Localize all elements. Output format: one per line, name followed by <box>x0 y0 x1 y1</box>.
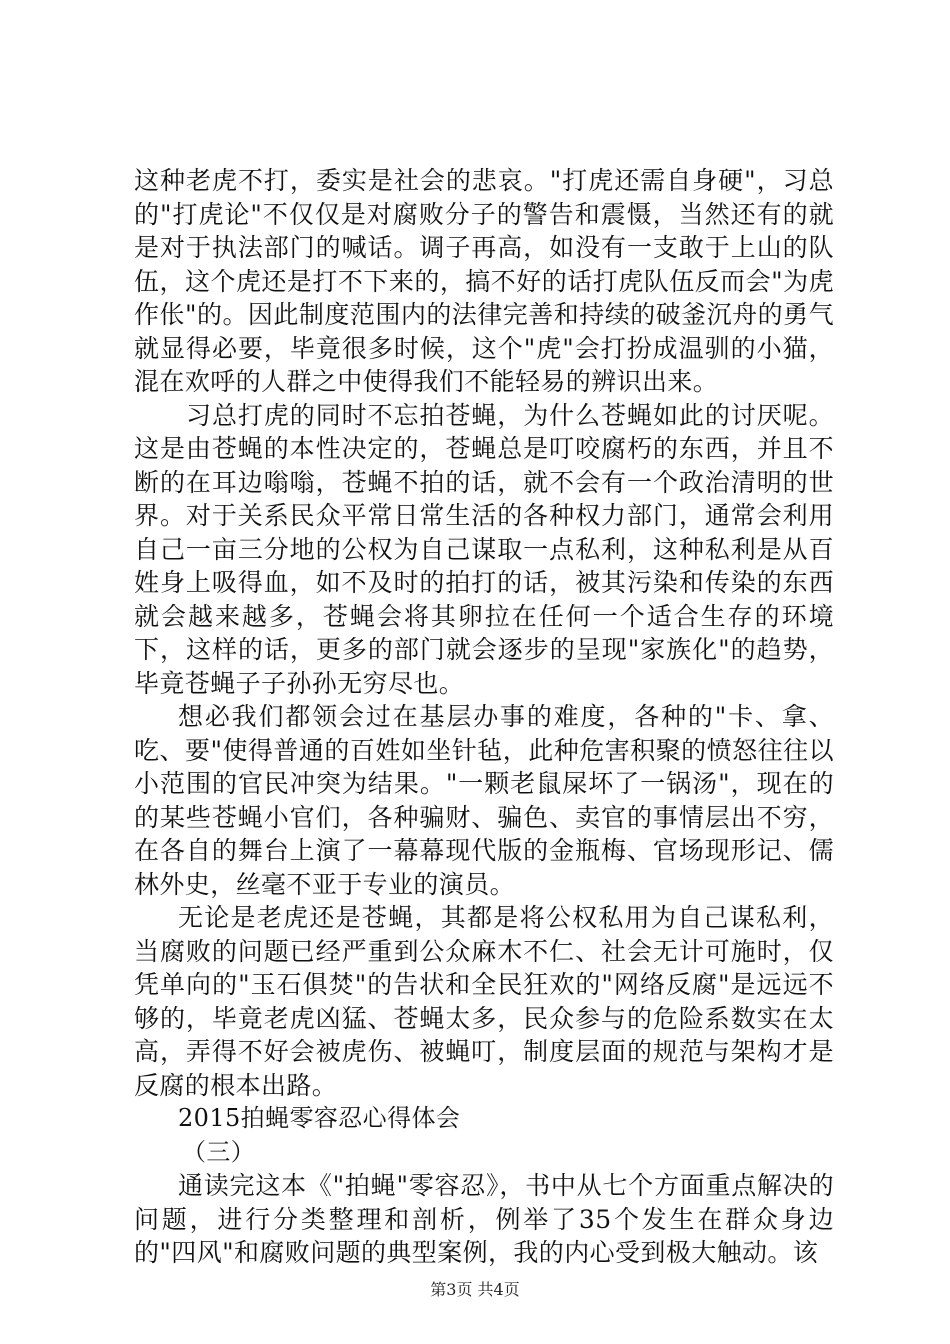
paragraph-fly: 习总打虎的同时不忘拍苍蝇，为什么苍蝇如此的讨厌呢。这是由苍蝇的本性决定的，苍蝇总是叮咬腐朽的东西，并且不断的在耳边嗡嗡，苍蝇不拍的话，就不会有一个政治清明的世界。对于关系民众平常日常生活的各种权力部门，通常会利用自己一亩三分地的公权为自己谋取一点私利，这种私利是从百姓身上吸得血，如不及时的拍打的话，被其污染和传染的东西就会越来越多，苍蝇会将其卵拉在任何一个适合生存的环境下，这样的话，更多的部门就会逐步的呈现"家族化"的趋势，毕竟苍蝇子子孙孙无穷尽也。 <box>134 400 834 698</box>
section-number: （三） <box>182 1137 256 1166</box>
paragraph-conclusion: 无论是老虎还是苍蝇，其都是将公权私用为自己谋私利，当腐败的问题已经严重到公众麻木不仁、社会无计可施时，仅凭单向的"玉石俱焚"的告状和全民狂欢的"网络反腐"是远远不够的，毕竟老虎凶猛、苍蝇太多，民众参与的危险系数实在太高，弄得不好会被虎伤、被蝇叮，制度层面的规范与架构才是反腐的根本出路。 <box>134 903 834 1100</box>
section-heading: 2015拍蝇零容忍心得体会 <box>178 1104 461 1132</box>
paragraph-tiger: 这种老虎不打，委实是社会的悲哀。"打虎还需自身硬"，习总的"打虎论"不仅仅是对腐败分子的警告和震慑，当然还有的就是对于执法部门的喊话。调子再高，如没有一支敢于上山的队伍，这个虎还是打不下来的，搞不好的话打虎队伍反而会"为虎作伥"的。因此制度范围内的法律完善和持续的破釜沉舟的勇气就显得必要，毕竟很多时候，这个"虎"会打扮成温驯的小猫，混在欢呼的人群之中使得我们不能轻易的辨识出来。 <box>134 166 834 396</box>
page-footer: 第3页 共4页 <box>430 1280 520 1299</box>
paragraph-book: 通读完这本《"拍蝇"零容忍》，书中从七个方面重点解决的问题，进行分类整理和剖析，例举了35个发生在群众身边的"四风"和腐败问题的典型案例，我的内心受到极大触动。该 <box>134 1171 834 1267</box>
document-body <box>134 164 834 1270</box>
paragraph-grassroots: 想必我们都领会过在基层办事的难度，各种的"卡、拿、吃、要"使得普通的百姓如坐针毡，此种危害积聚的愤怒往往以小范围的官民冲突为结果。"一颗老鼠屎坏了一锅汤"，现在的的某些苍蝇小官们，各种骗财、骗色、卖官的事情层出不穷，在各自的舞台上演了一幕幕现代版的金瓶梅、官场现形记、儒林外史，丝毫不亚于专业的演员。 <box>134 702 834 899</box>
